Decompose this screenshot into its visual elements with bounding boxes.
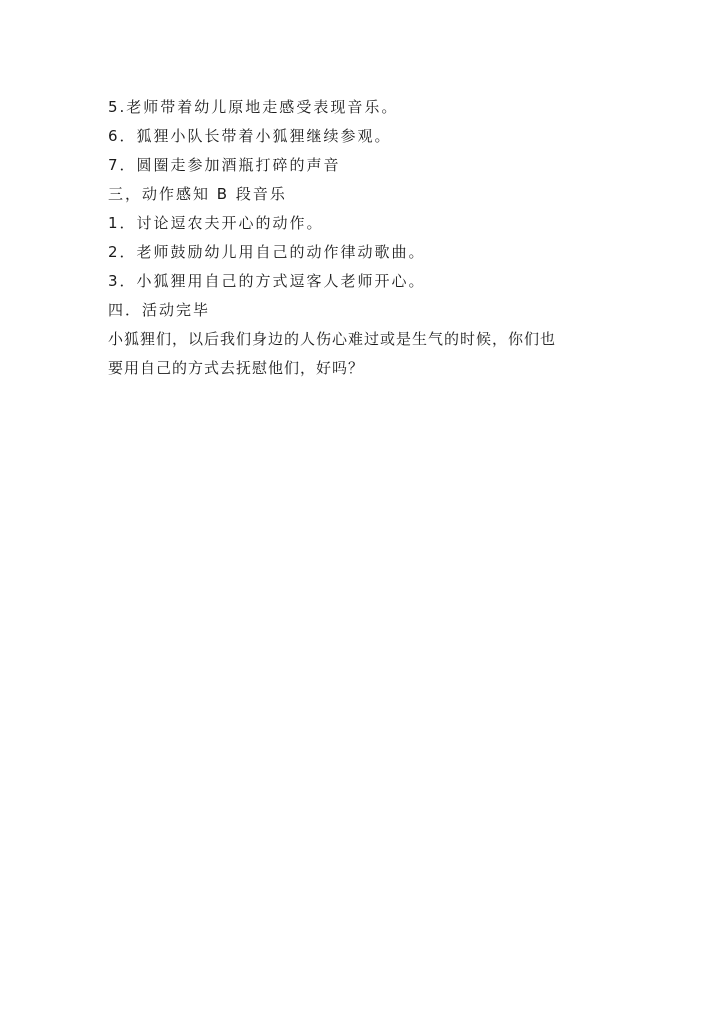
closing-paragraph-line-2: 要用自己的方式去抚慰他们，好吗？ (108, 359, 365, 377)
section-3-item-3: 3．小狐狸用自己的方式逗客人老师开心。 (108, 272, 426, 290)
section-3-heading: 三，动作感知 B 段音乐 (108, 185, 287, 203)
closing-paragraph-line-1: 小狐狸们，以后我们身边的人伤心难过或是生气的时候，你们也 (108, 330, 557, 348)
section-4-heading: 四．活动完毕 (108, 301, 211, 319)
step-6-line: 6．狐狸小队长带着小狐狸继续参观。 (108, 127, 392, 145)
section-3-item-1: 1．讨论逗农夫开心的动作。 (108, 214, 324, 232)
step-7-line: 7．圆圈走参加酒瓶打碎的声音 (108, 156, 341, 174)
step-5-line: 5.老师带着幼儿原地走感受表现音乐。 (108, 98, 399, 116)
section-3-item-2: 2．老师鼓励幼儿用自己的动作律动歌曲。 (108, 243, 426, 261)
document-body (108, 93, 620, 383)
